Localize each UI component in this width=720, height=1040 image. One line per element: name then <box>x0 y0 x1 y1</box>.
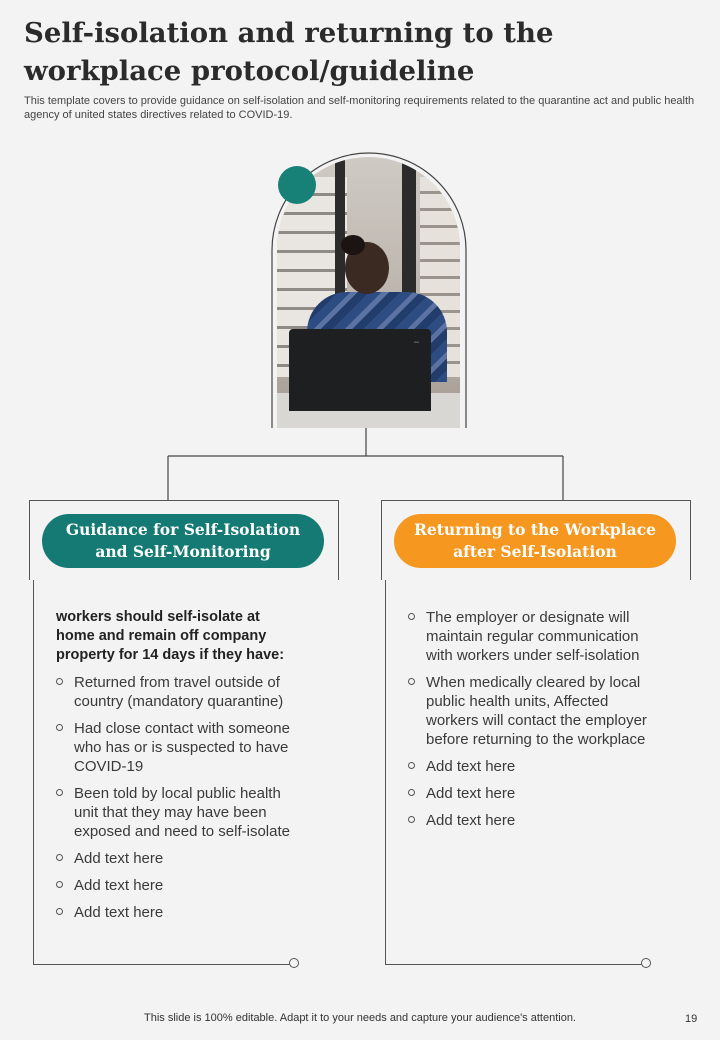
list-item <box>34 903 296 922</box>
list-item-text: Add text here <box>74 904 164 921</box>
circle-bullet-icon <box>408 789 415 796</box>
list-item <box>386 784 648 803</box>
laptop-brand-mark: ▬ <box>414 339 419 345</box>
list-item-text: Add text here <box>426 758 516 775</box>
left-panel-heading-pill <box>42 514 324 568</box>
laptop <box>289 329 431 411</box>
right-heading-line1: Returning to the Workplace <box>413 520 657 539</box>
circle-bullet-icon <box>56 678 63 685</box>
right-heading-line2: after Self-Isolation <box>453 542 617 561</box>
list-item-text: The employer or designate will maintain regular communication with workers under self-isolation <box>426 609 640 664</box>
right-panel-body <box>385 580 648 965</box>
accent-dot <box>278 166 316 204</box>
right-panel-header <box>381 500 691 580</box>
right-panel-heading-pill <box>394 514 676 568</box>
list-item <box>34 673 296 711</box>
right-panel-end-dot <box>641 958 651 968</box>
circle-bullet-icon <box>408 762 415 769</box>
left-panel-end-dot <box>289 958 299 968</box>
list-item <box>386 757 648 776</box>
list-item-text: Add text here <box>74 877 164 894</box>
page-title: Self-isolation and returning to the workplace protocol/guideline <box>24 17 554 87</box>
list-item <box>34 784 296 841</box>
list-item <box>386 608 648 665</box>
list-item-text: Add text here <box>74 850 164 867</box>
circle-bullet-icon <box>56 881 63 888</box>
list-item <box>34 719 296 776</box>
circle-bullet-icon <box>56 724 63 731</box>
left-panel-intro: workers should self-isolate at home and remain off company property for 14 days if they have: <box>56 609 285 663</box>
circle-bullet-icon <box>56 789 63 796</box>
circle-bullet-icon <box>56 908 63 915</box>
list-item-text: Returned from travel outside of country (mandatory quarantine) <box>74 674 284 710</box>
list-item <box>386 673 648 749</box>
circle-bullet-icon <box>408 678 415 685</box>
circle-bullet-icon <box>408 613 415 620</box>
left-bullet-list <box>34 673 296 922</box>
list-item <box>34 849 296 868</box>
list-item <box>386 811 648 830</box>
circle-bullet-icon <box>408 816 415 823</box>
list-item-text: When medically cleared by local public health units, Affected workers will contact the employer before returning to the workplace <box>426 674 647 748</box>
circle-bullet-icon <box>56 854 63 861</box>
left-panel-body <box>33 580 296 965</box>
person-hair-bun <box>341 235 365 255</box>
right-bullet-list <box>386 608 648 830</box>
list-item <box>34 876 296 895</box>
list-item-text: Add text here <box>426 812 516 829</box>
page-number: 19 <box>685 1013 698 1025</box>
list-item-text: Add text here <box>426 785 516 802</box>
left-heading-line1: Guidance for Self-Isolation <box>65 520 301 539</box>
page-subtitle: This template covers to provide guidance on self-isolation and self-monitoring requirements related to the quarantine act and public health agency of united states directives related to COVID-19. <box>24 95 695 121</box>
left-panel-header <box>29 500 339 580</box>
list-item-text: Had close contact with someone who has or is suspected to have COVID-19 <box>74 720 290 775</box>
left-heading-line2: and Self-Monitoring <box>95 542 271 561</box>
footer-note: This slide is 100% editable. Adapt it to your needs and capture your audience's attention. <box>144 1012 576 1024</box>
list-item-text: Been told by local public health unit that they may have been exposed and need to self-isolate <box>74 785 290 840</box>
